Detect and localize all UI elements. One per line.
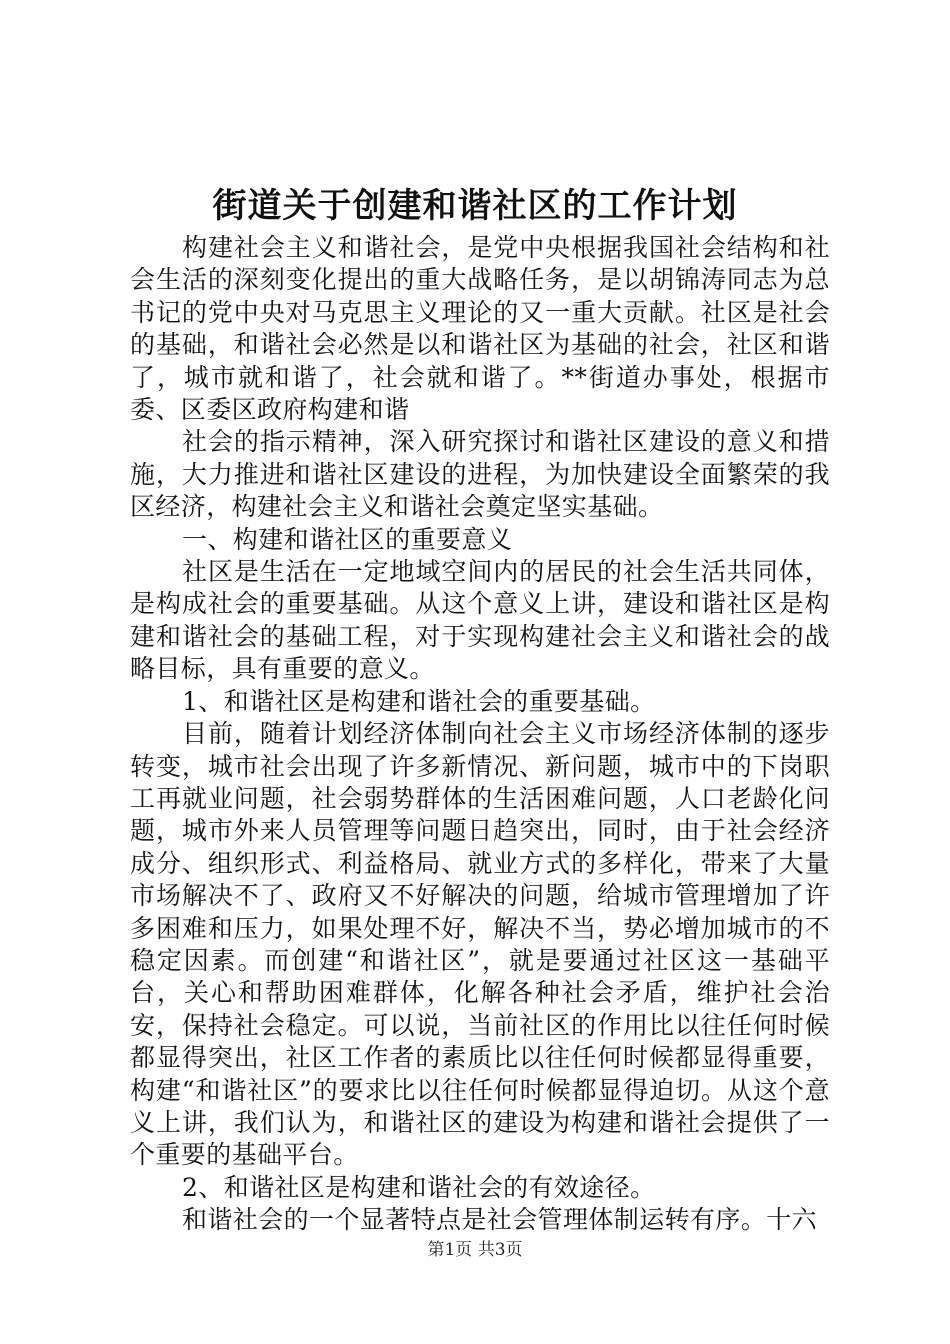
document-body [130,232,830,1237]
document-title: 街道关于创建和谐社区的工作计划 [212,186,738,226]
paragraph: 目前，随着计划经济体制向社会主义市场经济体制的逐步转变，城市社会出现了许多新情况、新问题，城市中的下岗职工再就业问题，社会弱势群体的生活困难问题，人口老龄化问题，城市外来人员管理等问题日趋突出，同时，由于社会经济成分、组织形式、利益格局、就业方式的多样化，带来了大量市场解决不了、政府又不好解决的问题，给城市管理增加了许多困难和压力，如果处理不好，解决不当，势必增加城市的不稳定因素。而创建“和谐社区”，就是要通过社区这一基础平台，关心和帮助困难群体，化解各种社会矛盾，维护社会治安，保持社会稳定。可以说，当前社区的作用比以往任何时候都显得突出，社区工作者的素质比以往任何时候都显得重要，构建“和谐社区”的要求比以往任何时候都显得迫切。从这个意义上讲，我们认为，和谐社区的建设为构建和谐社会提供了一个重要的基础平台。 [130,719,830,1170]
paragraph: 社会的指示精神，深入研究探讨和谐社区建设的意义和措施，大力推进和谐社区建设的进程，为加快建设全面繁荣的我区经济，构建社会主义和谐社会奠定坚实基础。 [130,427,830,522]
section-heading: 一、构建和谐社区的重要意义 [182,524,513,554]
subsection-heading: 2、和谐社区是构建和谐社会的有效途径。 [182,1172,656,1202]
subsection-heading: 1、和谐社区是构建和谐社会的重要基础。 [182,686,656,716]
paragraph: 和谐社会的一个显著特点是社会管理体制运转有序。十六 [182,1205,818,1235]
page-footer: 第1页 共3页 [427,1240,523,1260]
paragraph: 社区是生活在一定地域空间内的居民的社会生活共同体，是构成社会的重要基础。从这个意义上讲，建设和谐社区是构建和谐社会的基础工程，对于实现构建社会主义和谐社会的战略目标，具有重要的意义。 [130,557,830,684]
paragraph: 构建社会主义和谐社会，是党中央根据我国社会结构和社会生活的深刻变化提出的重大战略任务，是以胡锦涛同志为总书记的党中央对马克思主义理论的又一重大贡献。社区是社会的基础，和谐社会必然是以和谐社区为基础的社会，社区和谐了，城市就和谐了，社会就和谐了。**街道办事处，根据市委、区委区政府构建和谐 [130,233,830,425]
